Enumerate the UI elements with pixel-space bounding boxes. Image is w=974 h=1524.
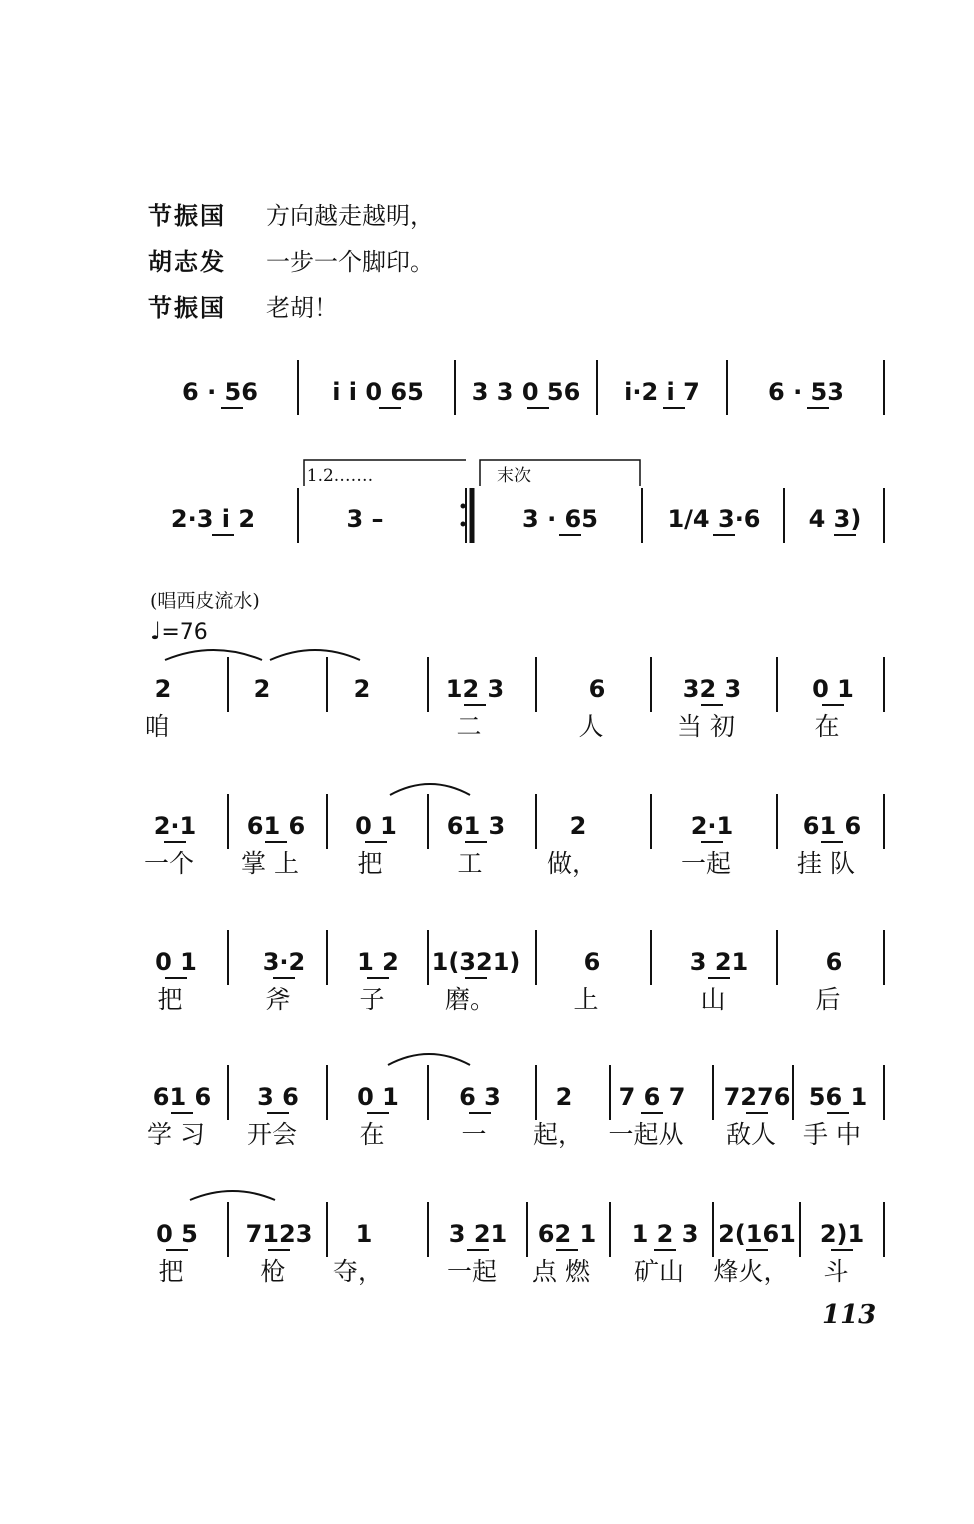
lyric-text: 在	[814, 712, 840, 741]
notation-measure: 2	[569, 812, 587, 840]
slur-arc	[190, 1191, 275, 1200]
notation-measure: 7 6 7	[618, 1083, 686, 1111]
notation-measure: 1 2 3	[631, 1220, 699, 1248]
notation-measure: 61 6	[246, 812, 306, 840]
speaker-name: 节振国	[148, 293, 226, 322]
lyric-text: 把	[157, 985, 183, 1014]
notation-measure: 4 3)	[808, 505, 862, 533]
lyric-text: 工	[457, 849, 483, 878]
slur-arc	[270, 650, 360, 660]
notation-measure: 3 · 65	[522, 505, 598, 533]
lyric-text: 在	[359, 1120, 385, 1149]
notation-measure: 32 3	[682, 675, 742, 703]
notation-measure: 7276	[723, 1083, 791, 1111]
lyric-text: 矿山	[633, 1257, 685, 1286]
notation-measure: 6 · 56	[182, 378, 258, 406]
lyric-text: 一个	[143, 849, 195, 878]
notation-measure: 7123	[245, 1220, 313, 1248]
lyric-text: 磨。	[444, 985, 496, 1014]
notation-measure: i·2 i 7	[624, 378, 700, 406]
lyric-text: 当 初	[677, 712, 735, 741]
lyric-text: 手 中	[803, 1120, 861, 1149]
volta-label: 1.2.……	[306, 466, 374, 486]
notation-measure: 56 1	[808, 1083, 868, 1111]
notation-measure: 61 6	[152, 1083, 212, 1111]
notation-measure: 0 5	[156, 1220, 198, 1248]
notation-measure: 6 · 53	[768, 378, 844, 406]
lyric-text: 起，	[532, 1120, 584, 1149]
lyric-text: 一起	[680, 849, 732, 878]
notation-measure: 2·1	[153, 812, 197, 840]
lyric-text: 一起从	[608, 1120, 684, 1149]
notation-measure: 2	[555, 1083, 573, 1111]
lyric-text: 开会	[246, 1120, 298, 1149]
notation-measure: i i 0 65	[332, 378, 424, 406]
notation-measure: 61 3	[446, 812, 506, 840]
notation-measure: 6	[583, 948, 601, 976]
notation-measure: 0 1	[155, 948, 197, 976]
lyric-text: 把	[357, 849, 383, 878]
lyric-text: 把	[158, 1257, 184, 1286]
lyric-text: 点 燃	[532, 1257, 590, 1286]
notation-measure: 3·2	[262, 948, 306, 976]
repeat-dot	[461, 504, 466, 509]
notation-measure: 61 6	[802, 812, 862, 840]
speech-text: 方向越走越明，	[266, 201, 434, 230]
lyric-text: 子	[359, 985, 385, 1014]
notation-measure: 6	[825, 948, 843, 976]
notation-measure: 2)1	[819, 1220, 865, 1248]
lyric-text: 人	[578, 712, 604, 741]
notation-measure: 3 3 0 56	[471, 378, 581, 406]
notation-measure: 1/4 3·6	[667, 505, 761, 533]
notation-measure: 2·1	[690, 812, 734, 840]
notation-measure: 0 1	[357, 1083, 399, 1111]
lyric-text: 挂 队	[797, 849, 855, 878]
lyric-text: 一	[461, 1120, 487, 1149]
notation-measure: 3 21	[689, 948, 749, 976]
notation-measure: 12 3	[445, 675, 505, 703]
notation-measure: 0 1	[355, 812, 397, 840]
repeat-dot	[461, 522, 466, 527]
notation-measure: 2(161	[718, 1220, 796, 1248]
lyric-text: 一起	[446, 1257, 498, 1286]
volta-label: 末次	[497, 466, 531, 486]
lyric-text: 二	[456, 712, 482, 741]
notation-measure: 3 6	[257, 1083, 299, 1111]
notation-measure: 1 2	[357, 948, 399, 976]
slur-arc	[388, 1054, 470, 1065]
lyric-text: 斧	[265, 985, 291, 1014]
notation-measure: 2	[353, 675, 371, 703]
notation-measure: 1(321)	[431, 948, 521, 976]
speaker-name: 节振国	[148, 201, 226, 230]
speech-text: 一步一个脚印。	[266, 247, 434, 276]
notation-measure: 3 –	[346, 505, 384, 533]
lyric-text: 烽火，	[713, 1257, 789, 1286]
quarter-note-icon: ♩	[150, 617, 162, 645]
lyric-text: 咱	[144, 712, 170, 741]
notation-measure: 62 1	[537, 1220, 597, 1248]
tempo-value: =76	[161, 620, 208, 645]
notation-measure: 2	[253, 675, 271, 703]
lyric-text: 枪	[260, 1257, 286, 1286]
lyric-text: 做，	[546, 849, 598, 878]
lyric-text: 山	[700, 985, 726, 1014]
section-label: (唱西皮流水)	[150, 590, 260, 612]
notation-measure: 2·3 i 2	[170, 505, 256, 533]
lyric-text: 后	[815, 985, 841, 1014]
page-number: 113	[822, 1300, 877, 1330]
notation-measure: 6 3	[459, 1083, 501, 1111]
notation-measure: 2	[154, 675, 172, 703]
lyric-text: 敌人	[725, 1120, 777, 1149]
lyric-text: 斗	[823, 1257, 849, 1286]
notation-measure: 1	[355, 1220, 373, 1248]
lyric-text: 掌 上	[241, 849, 299, 878]
lyric-text: 夺，	[332, 1257, 384, 1286]
slur-arc	[390, 784, 470, 795]
lyric-text: 学 习	[147, 1120, 205, 1149]
notation-measure: 6	[588, 675, 606, 703]
speaker-name: 胡志发	[148, 247, 226, 276]
lyric-text: 上	[573, 985, 599, 1014]
notation-measure: 3 21	[448, 1220, 508, 1248]
speech-text: 老胡！	[266, 293, 338, 322]
notation-measure: 0 1	[812, 675, 854, 703]
slur-arc	[165, 650, 262, 660]
